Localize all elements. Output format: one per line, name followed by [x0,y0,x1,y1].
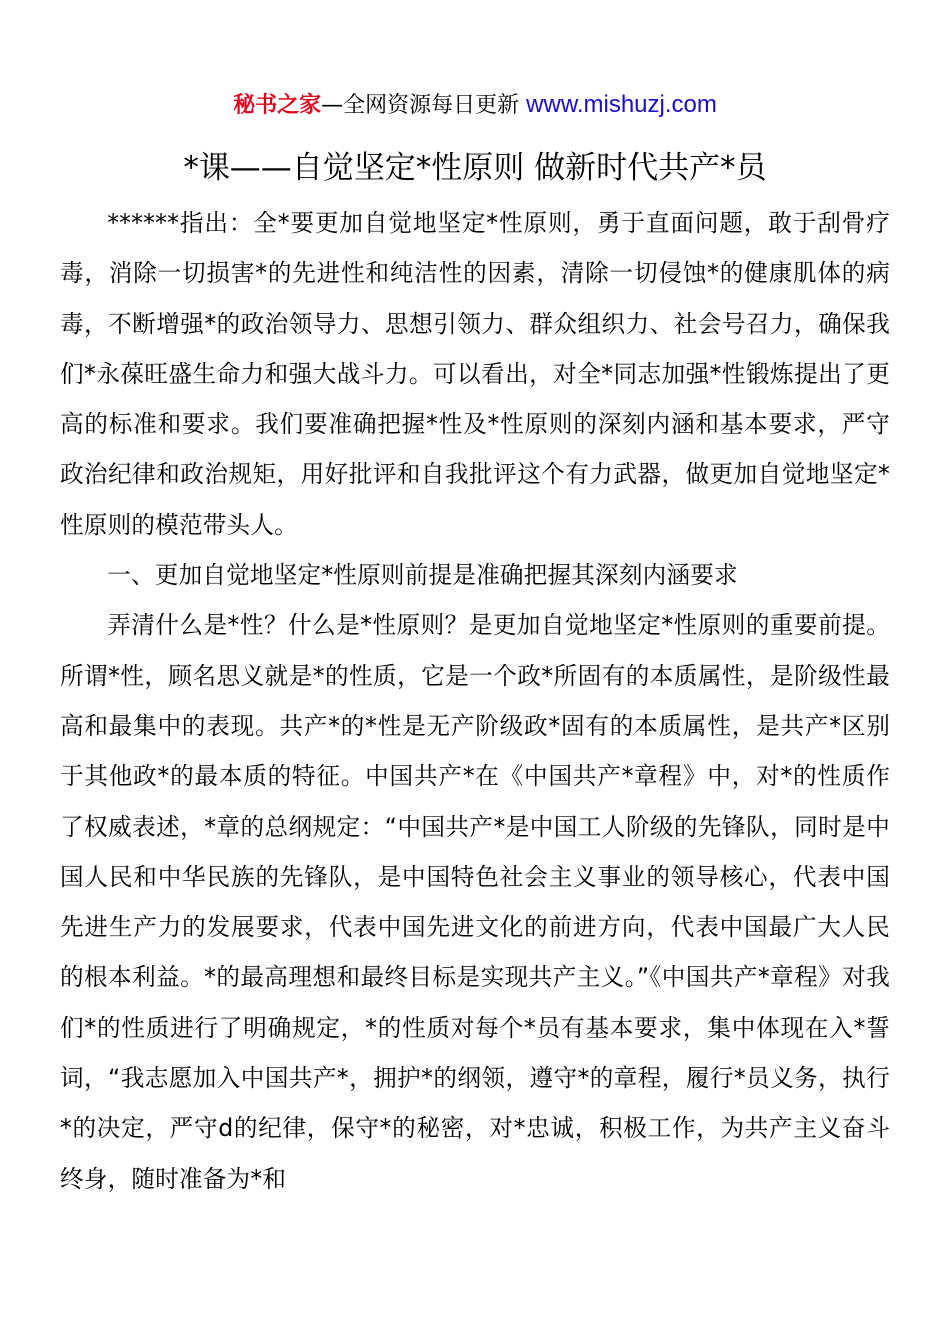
brand-name: 秘书之家 [233,93,322,118]
site-header [0,88,950,123]
paragraph-section-1: 弄清什么是*性？什么是*性原则？是更加自觉地坚定*性原则的重要前提。所谓*性，顾名思义就是*的性质，它是一个政*所固有的本质属性，是阶级性最高和最集中的表现。共产*的*性是无产阶级政*固有的本质属性，是共产*区别于其他政*的最本质的特征。中国共产*在《中国共产*章程》中，对*的性质作了权威表述，*章的总纲规定：“中国共产*是中国工人阶级的先锋队，同时是中国人民和中华民族的先锋队，是中国特色社会主义事业的领导核心，代表中国先进生产力的发展要求，代表中国先进文化的前进方向，代表中国最广大人民的根本利益。*的最高理想和最终目标是实现共产主义。”《中国共产*章程》对我们*的性质进行了明确规定，*的性质对每个*员有基本要求，集中体现在入*誓词，“我志愿加入中国共产*，拥护*的纲领，遵守*的章程，履行*员义务，执行*的决定，严守d的纪律，保守*的秘密，对*忠诚，积极工作，为共产主义奋斗终身，随时准备为*和 [60,611,890,1193]
document-body [60,198,890,1204]
section-heading-1: 一、更加自觉地坚定*性原则前提是准确把握其深刻内涵要求 [107,561,738,590]
header-tagline: —全网资源每日更新 [321,93,527,118]
paragraph-intro: ******指出：全*要更加自觉地坚定*性原则，勇于直面问题，敢于刮骨疗毒，消除一切损害*的先进性和纯洁性的因素，清除一切侵蚀*的健康肌体的病毒，不断增强*的政治领导力、思想引领力、群众组织力、社会号召力，确保我们*永葆旺盛生命力和强大战斗力。可以看出，对全*同志加强*性锻炼提出了更高的标准和要求。我们要准确把握*性及*性原则的深刻内涵和基本要求，严守政治纪律和政治规矩，用好批评和自我批评这个有力武器，做更加自觉地坚定*性原则的模范带头人。 [60,209,890,539]
document-title: *课——自觉坚定*性原则 做新时代共产*员 [183,150,767,186]
site-url-link[interactable]: www.mishuzj.com [526,91,717,118]
